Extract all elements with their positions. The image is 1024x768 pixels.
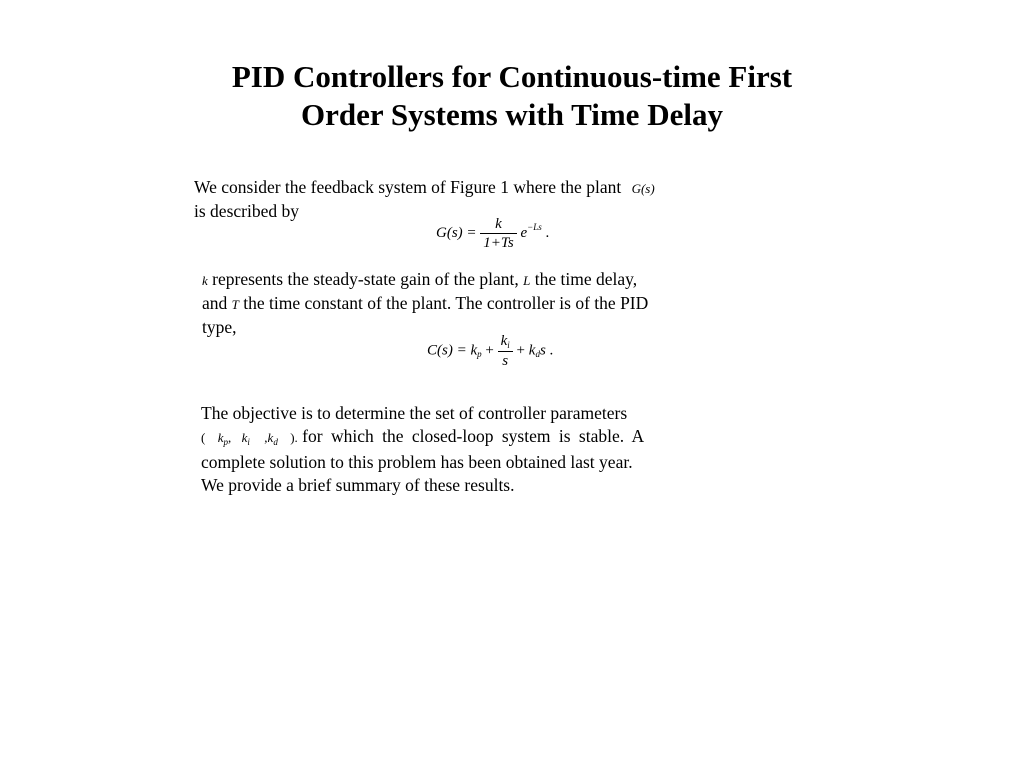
eq2-s: s: [539, 342, 546, 359]
eq2-plus-1: +: [485, 342, 494, 359]
eq1-fraction: [480, 215, 516, 252]
p3-comma-2: ,: [264, 430, 268, 445]
p3-line-3: complete solution to this problem has been obtained last year.: [201, 452, 633, 472]
p2-text-4: the time constant of the plant. The controller is of the PID: [243, 293, 649, 313]
eq1-exponent: −Ls: [527, 221, 542, 232]
eq2-numerator: [498, 332, 513, 352]
p3-line-2: [201, 425, 644, 451]
eq2-fraction: [498, 332, 513, 370]
p3-kd: k: [267, 430, 274, 445]
intro-text-2: is described by: [194, 201, 299, 221]
var-L: L: [523, 273, 531, 288]
p3-open-paren: (: [201, 430, 206, 445]
var-k: k: [202, 273, 208, 288]
p3-ki-sub: i: [247, 437, 250, 447]
eq1-numerator: k: [480, 215, 516, 234]
eq1-lhs: G(s) =: [436, 224, 477, 241]
p3-comma-1: ,: [228, 430, 232, 445]
eq2-plus-2: +: [516, 342, 526, 359]
controller-equation: [427, 332, 553, 370]
p2-text-3: and: [202, 293, 228, 313]
title-line-1: PID Controllers for Continuous-time First: [231, 59, 793, 94]
p3-close-paren: ).: [290, 430, 298, 445]
paragraph-objective: [201, 402, 644, 497]
eq2-kd: k: [528, 342, 536, 359]
eq1-period: .: [545, 224, 550, 241]
p3-line-4: We provide a brief summary of these results.: [201, 475, 515, 495]
p3-kp: k: [217, 430, 224, 445]
page-title: [0, 58, 1024, 134]
p3-line-1: The objective is to determine the set of controller parameters: [201, 403, 628, 423]
eq2-kd-sub: d: [535, 349, 540, 360]
eq2-ki: k: [500, 333, 508, 349]
p2-text-2: the time delay,: [534, 269, 638, 289]
title-line-2: Order Systems with Time Delay: [301, 97, 723, 132]
p3-line-2-text: for which the closed-loop system is stable. A: [302, 426, 645, 446]
eq2-ki-sub: i: [507, 340, 510, 350]
paragraph-intro: [194, 176, 655, 223]
var-T: T: [231, 297, 239, 312]
p3-ki: k: [241, 430, 248, 445]
paragraph-plant-description: [202, 268, 648, 339]
eq2-kp: k: [470, 342, 478, 359]
eq2-kp-sub: p: [477, 349, 482, 360]
eq2-denominator: s: [502, 353, 509, 369]
p2-text-1: represents the steady-state gain of the plant,: [212, 269, 519, 289]
eq1-denominator: 1+Ts: [483, 235, 514, 251]
p2-text-5: type,: [202, 317, 237, 337]
p3-kp-sub: p: [223, 437, 228, 447]
eq2-lhs: C(s) =: [427, 342, 467, 359]
eq1-exp-base: e: [520, 224, 528, 241]
p3-kd-sub: d: [273, 437, 278, 447]
plant-equation: [436, 215, 549, 252]
eq2-period: .: [549, 342, 554, 359]
intro-text: We consider the feedback system of Figure 1 where the plant: [194, 177, 622, 197]
plant-symbol: G(s): [631, 181, 655, 196]
